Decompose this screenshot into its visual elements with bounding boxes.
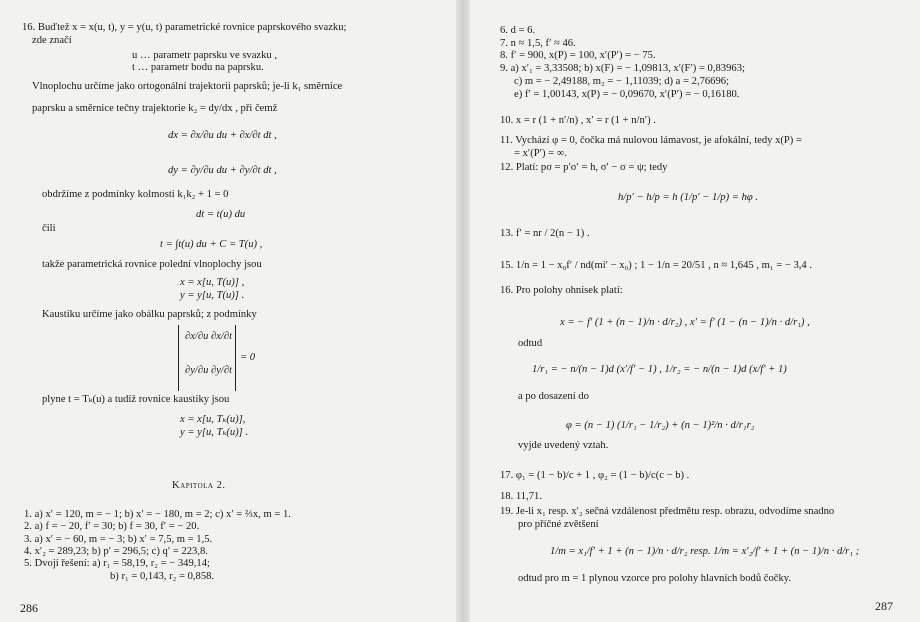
text-line: čili xyxy=(42,223,56,234)
answer-line: 2. a) f = − 20, f′ = 30; b) f = 30, f′ = − 20. xyxy=(24,521,200,532)
det-cell: ∂y/∂u xyxy=(185,365,209,376)
answer-line: 4. x′₂ = 289,23; b) p′ = 296,5; c) q′ = 223,8. xyxy=(24,546,208,557)
equation-16b: 1/r₁ = − n/(n − 1)d (x′/f′ − 1) , 1/r₂ = − n/(n − 1)d (x/f′ + 1) xyxy=(532,364,787,375)
answer-line: 11. Vychází φ = 0, čočka má nulovou lámavost, je afokální, tedy x(P) = xyxy=(500,135,802,146)
equation-12: h/p′ − h/p = h (1/p′ − 1/p) = hφ . xyxy=(618,192,759,203)
answer-line: 8. f′ = 900, x(P) = 100, x′(P′) = − 75. xyxy=(500,50,656,61)
text-line: takže parametrická rovnice polední vlnoplochy jsou xyxy=(42,259,262,270)
answer-line: 7. n ≈ 1,5, f′ ≈ 46. xyxy=(500,38,576,49)
equation-ky: y = y[u, Tₖ(u)] . xyxy=(180,427,249,438)
answer-line: e) f′ = 1,00143, x(P) = − 0,09670, x′(P′) = − 0,16180. xyxy=(514,89,740,100)
answer-line: 19. Je-li x₁ resp. x′₂ sečná vzdálenost předmětu resp. obrazu, odvodíme snadno xyxy=(500,506,835,517)
answer-line: 16. Pro polohy ohnisek platí: xyxy=(500,285,623,296)
text-line: Vlnoplochu určíme jako ortogonální trajektorii paprsků; je-li k₁ směrnice xyxy=(32,81,343,92)
answer-line: 17. φ₁ = (1 − b)/c + 1 , φ₂ = (1 − b)/c(c − b) . xyxy=(500,470,690,481)
answer-line: 18. 11,71. xyxy=(500,491,542,502)
det-cell: ∂x/∂u xyxy=(185,331,209,342)
equation-y: y = y[u, T(u)] . xyxy=(180,290,245,301)
answer-line: 15. 1/n = 1 − x₀f′ / nd(mi′ − x₀) ; 1 − 1/n = 20/51 , n ≈ 1,645 , m₁ = − 3,4 . xyxy=(500,260,813,271)
det-equals: = 0 xyxy=(240,352,256,363)
determinant xyxy=(178,325,236,391)
text-line: odtud pro m = 1 plynou vzorce pro polohy hlavních bodů čočky. xyxy=(518,573,792,584)
equation-16c: φ = (n − 1) (1/r₁ − 1/r₂) + (n − 1)²/n · d/r₁r₂ xyxy=(566,420,755,431)
answer-line: b) r₁ = 0,143, r₂ = 0,858. xyxy=(110,571,215,582)
equation-dx: dx = ∂x/∂u du + ∂x/∂t dt , xyxy=(168,130,277,141)
answer-line: 13. f′ = nr / 2(n − 1) . xyxy=(500,228,590,239)
text-line: u … parametr paprsku ve svazku , xyxy=(132,50,278,61)
answer-line: 1. a) x′ = 120, m = − 1; b) x′ = − 180, m = 2; c) x′ = ⅔x, m = 1. xyxy=(24,509,291,520)
equation-x: x = x[u, T(u)] , xyxy=(180,277,245,288)
det-cell: ∂x/∂t xyxy=(211,331,233,342)
answer-line: 10. x = r (1 + n′/n) , x′ = r (1 + n/n′) . xyxy=(500,115,656,126)
answer-line: 5. Dvojí řešení: a) r₁ = 58,19, r₂ = − 349,14; xyxy=(24,558,210,569)
answer-line: c) m = − 2,49188, m₂ = − 1,11039; d) a = 2,76696; xyxy=(514,76,730,87)
page-number: 287 xyxy=(875,599,893,613)
text-line: obdržíme z podmínky kolmosti k₁k₂ + 1 = 0 xyxy=(42,189,229,200)
answer-line: 12. Platí: pσ = p′σ′ = h, σ′ − σ = ψ; tedy xyxy=(500,162,668,173)
left-page xyxy=(0,0,456,622)
problem-16-line: 16. Buďtež x = x(u, t), y = y(u, t) parametrické rovnice paprskového svazku; xyxy=(22,22,347,33)
equation-kx: x = x[u, Tₖ(u)], xyxy=(180,414,246,425)
text-line: odtud xyxy=(518,338,543,349)
det-cell: ∂y/∂t xyxy=(211,365,233,376)
text-line: t … parametr bodu na paprsku. xyxy=(132,62,264,73)
book-gutter xyxy=(456,0,470,622)
right-page xyxy=(470,0,920,622)
answer-line: 6. d = 6. xyxy=(500,25,536,36)
equation-dy: dy = ∂y/∂u du + ∂y/∂t dt , xyxy=(168,165,277,176)
page-number: 286 xyxy=(20,601,38,615)
answer-line: 9. a) x′₁ = 3,33508; b) x(F) = − 1,09813, x′(F′) = 0,83963; xyxy=(500,63,745,74)
text-line: zde značí xyxy=(32,35,72,46)
text-line: pro příčné zvětšení xyxy=(518,519,599,530)
answer-line: 3. a) x′ = − 60, m = − 3; b) x′ = 7,5, m = 1,5. xyxy=(24,534,213,545)
text-line: vyjde uvedený vztah. xyxy=(518,440,609,451)
equation-19: 1/m = x₁/f′ + 1 + (n − 1)/n · d/r₂ resp. 1/m = x′₂/f′ + 1 + (n − 1)/n · d/r₁ ; xyxy=(550,546,860,557)
equation-dt: dt = t(u) du xyxy=(196,209,246,220)
text-line: Kaustiku určíme jako obálku paprsků; z podmínky xyxy=(42,309,257,320)
text-line: plyne t = Tₖ(u) a tudíž rovnice kaustiky jsou xyxy=(42,394,230,405)
equation-t: t = ∫t(u) du + C = T(u) , xyxy=(160,239,263,250)
text-line: a po dosazení do xyxy=(518,391,589,402)
chapter-heading: Kapitola 2. xyxy=(172,480,226,491)
equation-16a: x = − f′ (1 + (n − 1)/n · d/r₂) , x′ = f′ (1 − (n − 1)/n · d/r₁) , xyxy=(560,317,810,328)
answer-line: = x′(P′) = ∞. xyxy=(514,148,567,159)
text-line: paprsku a směrnice tečny trajektorie k₂ = dy/dx , při čemž xyxy=(32,103,278,114)
